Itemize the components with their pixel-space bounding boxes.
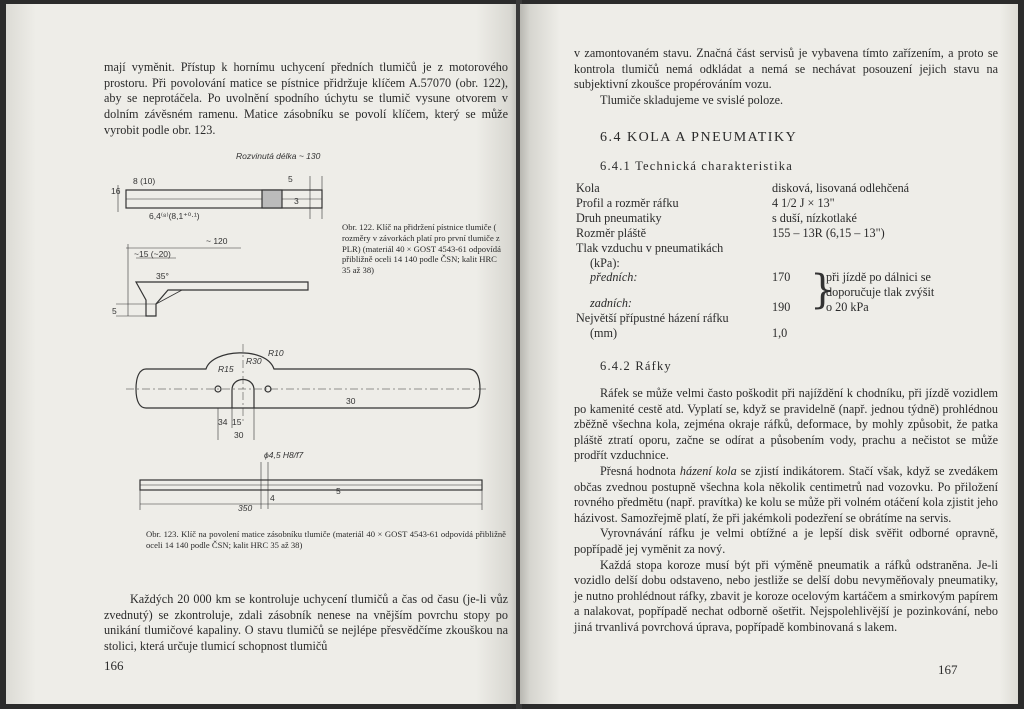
fig122-dim-15-20: ~15 (~20) <box>134 249 171 259</box>
fig123-dim-30-vert: 30 <box>346 396 356 406</box>
left-page-number: 166 <box>104 658 124 673</box>
spec-label-5: (kPa): <box>590 256 620 270</box>
heading-6-4-2: 6.4.2 Ráfky <box>600 359 672 373</box>
left-paragraph-2: Každých 20 000 km se kontroluje uchycení tlumičů a čas od času (je-li vůz zvednutý) se zkontroluje, zdali zásobník nenese na vnějším povrchu stopy po unikání tlumičové kapaliny. O stavu tlumičů se nejlépe přesvědčíme zkouškou na stolici, která určuje tlumicí schopnost tlumičů <box>104 592 508 653</box>
fig122-dim-16: 16 <box>111 186 121 196</box>
fig123-dim-34: 34 <box>218 417 228 427</box>
fig122-label-length: Rozvinutá délka ~ 130 <box>236 151 321 161</box>
heading-6-4: 6.4 KOLA A PNEUMATIKY <box>600 130 798 145</box>
fig122-dim-35: 35° <box>156 271 169 281</box>
spec-label-4: Tlak vzduchu v pneumatikách <box>576 241 724 255</box>
fig123-dim-r30: R30 <box>246 356 262 366</box>
pressure-note-1: při jízdě po dálnici se <box>826 270 931 284</box>
body-paragraph-2: Vyrovnávání ráfku je velmi obtížné a je lepší disk svěřit odborné opravně, popřípadě jej vyměnit za nový. <box>574 526 998 556</box>
pressure-note-2: doporučuje tlak zvýšit <box>826 285 935 299</box>
fig123-dim-350: 350 <box>238 503 253 513</box>
fig123-dim-4: 4 <box>270 493 275 503</box>
runout-label-2: (mm) <box>590 326 618 340</box>
right-page <box>520 4 1018 704</box>
fig122-dim-6-8: 6,4⁽⁸⁾(8,1⁺⁰·¹) <box>149 211 200 221</box>
fig123-dim-15: 15 <box>232 417 242 427</box>
fig122-caption: Obr. 122. Klíč na přidržení pístnice tlumiče ( rozměry v závorkách platí pro první tlumiče z PLR) (materiál 40 × GOST 4543-61 odpovídá přibližně oceli 14 140 podle ČSN; kalit HRC 35 až 38) <box>342 222 501 276</box>
fig123-hole: ϕ4,5 H8/f7 <box>264 450 304 460</box>
fig123-dim-5: 5 <box>336 486 341 496</box>
spec-value-0: disková, lisovaná odlehčená <box>772 181 910 195</box>
body-paragraph-0: Ráfek se může velmi často poškodit při najíždění k chodníku, při jízdě vozidlem po kamenité cestě atd. Vyplatí se, když se pravidelně (např. jednou týdně) prohlédnou zběžně všechna kola, zejména okraje ráfků, deformace, by mohly způsobit, že patka pláště ztratí oporu, začne se odírat a působením vody, prachu a nečistot se může prodřít vzduchnice. <box>574 386 998 463</box>
right-body <box>574 386 998 636</box>
pressure-front-value: 170 <box>772 270 791 284</box>
fig122-dim-8-10: 8 (10) <box>133 176 156 186</box>
right-page-number: 167 <box>938 662 958 677</box>
spec-label-2: Druh pneumatiky <box>576 211 662 225</box>
fig123-caption: Obr. 123. Klíč na povolení matice zásobníku tlumiče (materiál 40 × GOST 4543-61 odpovídá přibližně oceli 14 140 podle ČSN; kalit HRC 35 až 38) <box>146 529 506 550</box>
spec-value-3: 155 – 13R (6,15 – 13") <box>772 226 885 240</box>
right-paragraph-1: v zamontovaném stavu. Značná část servisů je vybavena tímto zařízením, a proto se kontrola tlumičů nemá odkládat a nemá se nechávat posouzení jejich stavu na subjektivní zkoušce propérováním vozu. <box>574 46 998 92</box>
fig123-dim-r15: R15 <box>218 364 234 374</box>
fig122-dim-5: 5 <box>288 174 293 184</box>
runout-label-1: Největší přípustné házení ráfku <box>576 311 729 325</box>
pressure-front-label: předních: <box>590 270 638 284</box>
pressure-rear-label: zadních: <box>590 296 632 310</box>
spec-label-0: Kola <box>576 181 600 195</box>
italic-phrase: házení kola <box>679 463 737 478</box>
runout-value: 1,0 <box>772 326 788 340</box>
spec-label-3: Rozměr pláště <box>576 226 647 240</box>
fig122-dim-5b: 5 <box>112 306 117 316</box>
fig123-dim-r10: R10 <box>268 348 284 358</box>
spec-value-2: s duší, nízkotlaké <box>772 211 857 225</box>
left-page <box>6 4 518 704</box>
right-paragraph-2: Tlumiče skladujeme ve svislé poloze. <box>600 93 784 107</box>
heading-6-4-1: 6.4.1 Technická charakteristika <box>600 159 793 173</box>
left-paragraph-1: mají vyměnit. Přístup k hornímu uchycení předních tlumičů je z motorového prostoru. Při povolování matice se pístnice přidržuje klíčem A.57070 (obr. 122), aby se neprotáčela. Po uvolnění spodního úchytu se tlumič vysune otvorem v dolním závěsném ramenu. Matice zásobníku se povolí klíčem, který se může vyrobit podle obr. 123. <box>104 60 508 137</box>
spec-value-1: 4 1/2 J × 13" <box>772 196 835 210</box>
body-paragraph-1: Přesná hodnota házení kola se zjistí indikátorem. Stačí však, když se zvedákem občas zvednou postupně všechna kola několik centimetrů nad vozovku. Po přiložení rovného předmětu (např. pravítka) ke kolu se může při volném otáčení kola zjistit jeho házivost. Samozřejmě platí, že při jakémkoli podezření se obrátíme na servis. <box>574 463 998 525</box>
body-paragraph-3: Každá stopa koroze musí být při výměně pneumatik a ráfků odstraněna. Je-li vozidlo delší dobu odstaveno, nebo jestliže se delší dobu nevyměňovaly pneumatiky, je nutno prohlédnout ráfky, zbavit je koroze ocelovým kartáčem a smirkovým papírem a nalakovat, popřípadě nechat odborně ošetřit. Nejspolehlivější je pozinkování, nebo jiná trvanlivá povrchová úprava, popřípadě kombinovaná s lakem. <box>574 557 998 634</box>
fig123-dim-30: 30 <box>234 430 244 440</box>
fig122-dim-3: 3 <box>294 196 299 206</box>
brace-icon: } <box>810 267 836 313</box>
pressure-rear-value: 190 <box>772 300 791 314</box>
spec-label-1: Profil a rozměr ráfku <box>576 196 679 210</box>
fig122-dim-120: ~ 120 <box>206 236 228 246</box>
pressure-note-3: o 20 kPa <box>826 300 869 314</box>
